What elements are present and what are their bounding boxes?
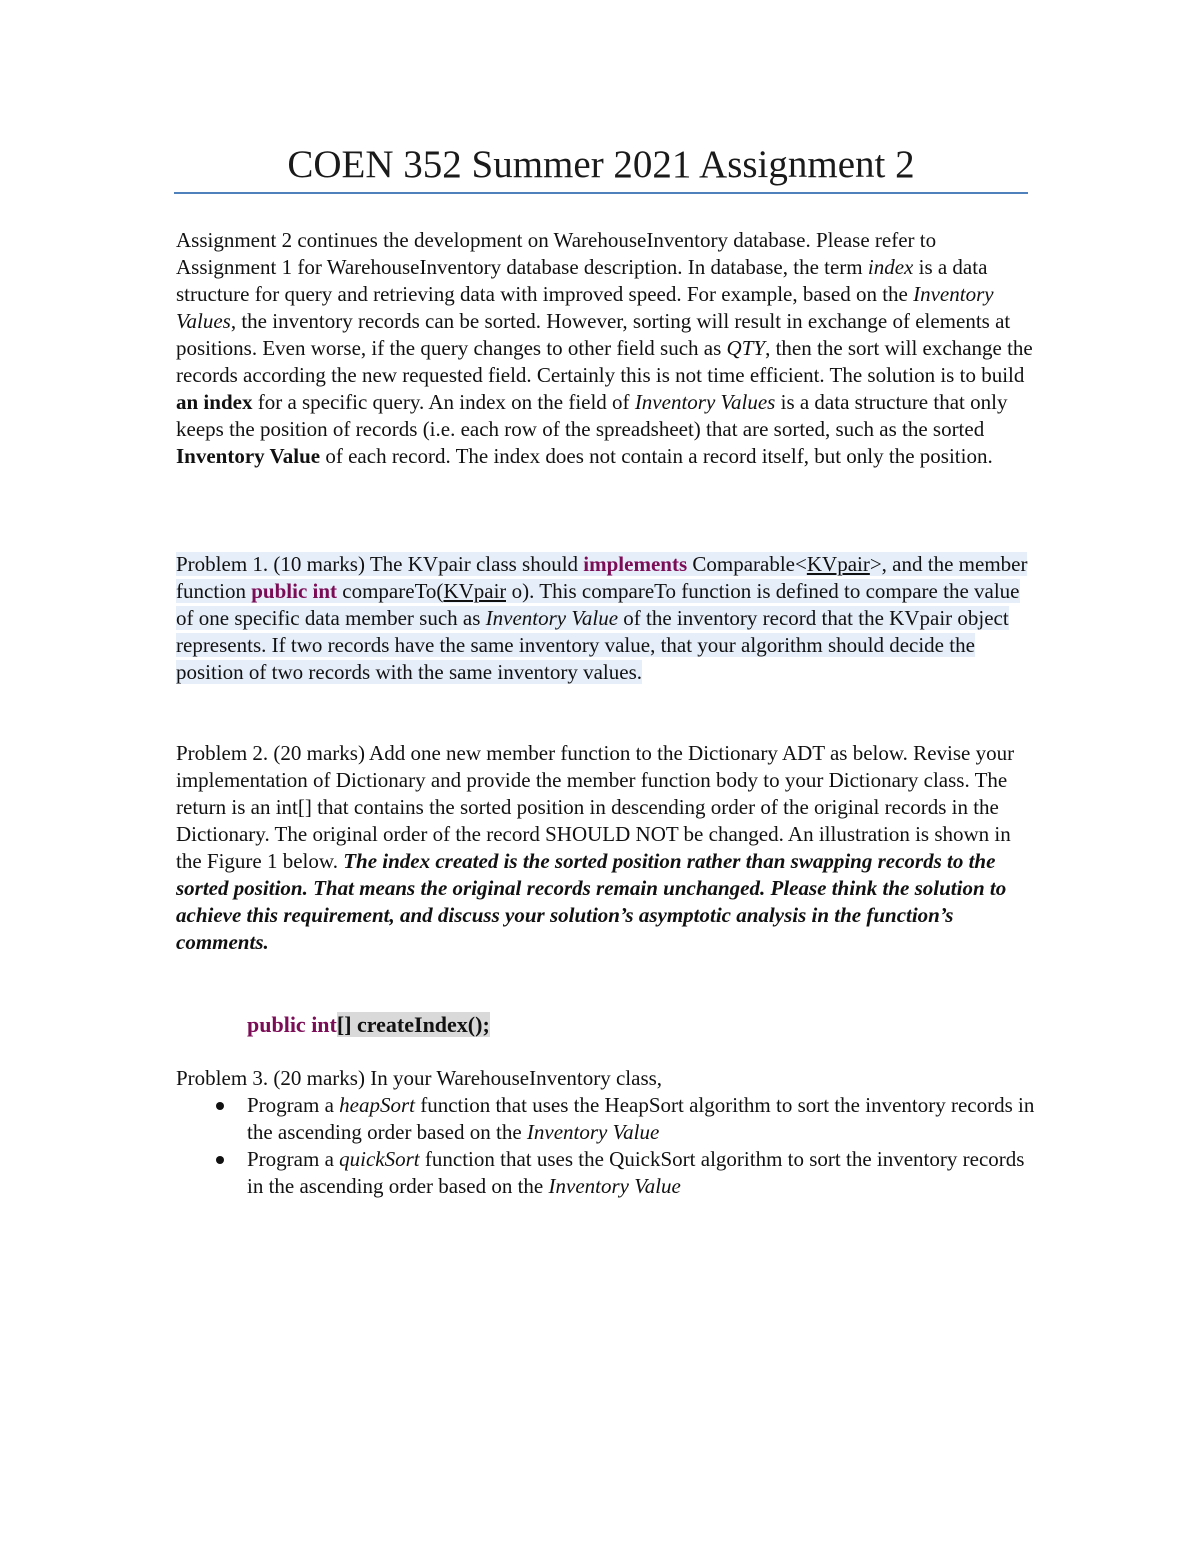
list-item	[176, 1092, 1036, 1146]
problem1-paragraph	[176, 551, 1036, 686]
problem1-text: of the inventory record that the KVpair object represents. If two records have the same inventory value, that your algorithm should decide the position of two records with the same inventory values.	[176, 606, 1009, 684]
title-underline-rule	[174, 192, 1028, 194]
bullet-term-inventory-value: Inventory Value	[526, 1120, 660, 1144]
intro-term-inventory-value: Inventory Value	[176, 444, 321, 468]
problem1-term-inventory-value: Inventory Value	[485, 606, 619, 630]
intro-term-qty: QTY	[726, 336, 766, 360]
code-method-signature: [] createIndex();	[336, 1012, 490, 1037]
intro-term-index: index	[867, 255, 914, 279]
intro-text: , then the sort will exchange the records according the new requested field. Certainly this is not time efficient. The solution is to build	[176, 336, 1033, 387]
keyword-public-int: public int	[251, 579, 338, 603]
intro-term-inventory-values-2: Inventory Values	[634, 390, 776, 414]
list-item	[176, 1146, 1036, 1200]
problem3-bullet-list	[176, 1092, 1036, 1200]
problem2-text: Problem 2. (20 marks) Add one new member function to the Dictionary ADT as below. Revise your implementation of Dictionary and provide the member function body to your Dictionary class. The return is an int[] that contains the sorted position in descending order of the original records in the Dictionary. The original order of the record SHOULD NOT be changed. An illustration is shown in the Figure 1 below.	[176, 741, 1015, 873]
intro-text: of each record. The index does not contain a record itself, but only the position.	[320, 444, 993, 468]
bullet-icon	[216, 1102, 224, 1110]
intro-term-an-index: an index	[176, 390, 253, 414]
problem2-emphasis: The index created is the sorted position rather than swapping records to the sorted position. That means the original records remain unchanged. Please think the solution to achieve this requirement, and discuss your solution’s asymptotic analysis in the function’s comments.	[176, 849, 1007, 954]
bullet-text: function that uses the HeapSort algorithm to sort the inventory records in the ascending order based on the	[247, 1093, 1035, 1144]
bullet-term-heapsort: heapSort	[339, 1093, 415, 1117]
document-title: COEN 352 Summer 2021 Assignment 2	[287, 143, 915, 186]
intro-text: for a specific query. An index on the field of	[252, 390, 635, 414]
bullet-term-inventory-value: Inventory Value	[548, 1174, 681, 1198]
problem2-paragraph	[176, 740, 1036, 956]
keyword-implements: implements	[583, 552, 688, 576]
bullet-text: Program a	[247, 1147, 340, 1171]
problem1-text: o). This compareTo function is defined to compare the value of one specific data member such as	[176, 579, 1020, 630]
code-keyword-public-int: public int	[247, 1012, 337, 1037]
problem3-intro: Problem 3. (20 marks) In your WarehouseInventory class,	[176, 1066, 663, 1090]
intro-paragraph	[176, 227, 1036, 470]
problem1-text: Comparable<	[687, 552, 807, 576]
problem1-text: Problem 1. (10 marks) The KVpair class should	[176, 552, 584, 576]
bullet-term-quicksort: quickSort	[339, 1147, 420, 1171]
bullet-icon	[216, 1156, 224, 1164]
type-kvpair-param: KVpair	[443, 579, 507, 603]
intro-text: , the inventory records can be sorted. However, sorting will result in exchange of elements at positions. Even worse, if the query changes to other field such as	[176, 309, 1011, 360]
intro-text: is a data structure for query and retrieving data with improved speed. For example, based on the	[176, 255, 988, 306]
bullet-text: function that uses the QuickSort algorithm to sort the inventory records in the ascending order based on the	[247, 1147, 1025, 1198]
create-index-signature	[247, 1010, 490, 1040]
problem1-text: >, and the member function	[176, 552, 1028, 603]
intro-term-inventory-values: Inventory Values	[176, 282, 994, 333]
problem3-section	[176, 1065, 1036, 1200]
bullet-text: Program a	[247, 1093, 340, 1117]
intro-text: is a data structure that only keeps the position of records (i.e. each row of the spreadsheet) that are sorted, such as the sorted	[176, 390, 1008, 441]
intro-text: Assignment 2 continues the development on WarehouseInventory database. Please refer to Assignment 1 for WarehouseInventory database description. In database, the term	[176, 228, 937, 279]
problem1-text: compareTo(	[337, 579, 444, 603]
type-kvpair: KVpair	[806, 552, 870, 576]
